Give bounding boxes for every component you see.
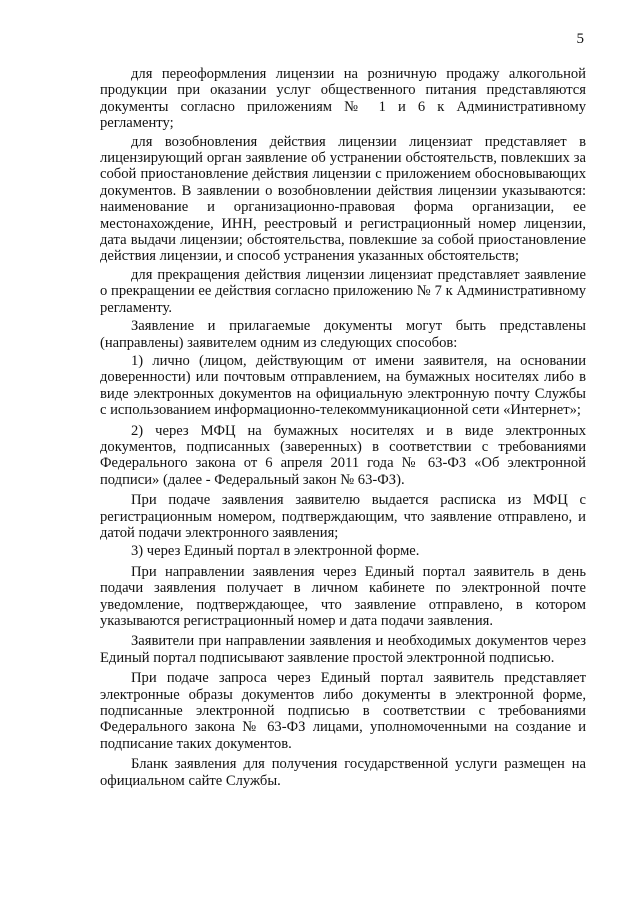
- paragraph-portal-documents: При подаче запроса через Единый портал заявитель представляет электронные образы документов либо документы в электронной форме, подписанные электронной подписью в соответствии с требованиями Федерального закона № 63-ФЗ лицами, уполномоченными на создание и подписание таких документов.: [100, 670, 586, 752]
- paragraph-portal-notification: При направлении заявления через Единый портал заявитель в день подачи заявления получает в личном кабинете по электронной почте уведомление, подтверждающее, что заявление отправлено, в котором указываются регистрационный номер и дата подачи заявления.: [100, 563, 586, 629]
- paragraph-mfc-receipt: При подаче заявления заявителю выдается расписка из МФЦ с регистрационным номером, подтверждающим, что заявление отправлено, и датой подачи электронного заявления;: [100, 492, 586, 541]
- page-number: 5: [576, 31, 584, 47]
- paragraph-terminate-license: для прекращения действия лицензии лицензиат представляет заявление о прекращении ее действия согласно приложению № 7 к Административному регламенту.: [100, 266, 586, 316]
- paragraph-method-in-person: 1) лично (лицом, действующим от имени заявителя, на основании доверенности) или почтовым отправлением, на бумажных носителях либо в виде электронных документов на официальную электронную почту Службы с использованием информационно-телекоммуникационной сети «Интернет»;: [100, 352, 586, 419]
- paragraph-reissue-license: для переоформления лицензии на розничную продажу алкогольной продукции при оказании услуг общественного питания представляются документы согласно приложениям № 1 и 6 к Административному регламенту;: [100, 66, 586, 132]
- paragraph-application-form: Бланк заявления для получения государственной услуги размещен на официальном сайте Службы.: [100, 756, 586, 789]
- document-body: [100, 66, 586, 791]
- paragraph-portal-signature: Заявители при направлении заявления и необходимых документов через Единый портал подписывают заявление простой электронной подписью.: [100, 633, 586, 666]
- paragraph-method-mfc: 2) через МФЦ на бумажных носителях и в виде электронных документов, подписанных (заверенных) в соответствии с требованиями Федерального закона от 6 апреля 2011 года № 63-ФЗ «Об электронной подписи» (далее - Федеральный закон № 63-ФЗ).: [100, 422, 586, 488]
- paragraph-submission-methods: Заявление и прилагаемые документы могут быть представлены (направлены) заявителем одним из следующих способов:: [100, 318, 586, 351]
- paragraph-method-portal: 3) через Единый портал в электронной форме.: [131, 543, 420, 560]
- paragraph-resume-license: для возобновления действия лицензии лицензиат представляет в лицензирующий орган заявление об устранении обстоятельств, повлекших за собой приостановление действия лицензии с приложением обосновывающих документов. В заявлении о возобновлении действия лицензии указываются: наименование и организационно-правовая форма организации, ее местонахождение, ИНН, реестровый и регистрационный номер лицензии, дата выдачи лицензии; обстоятельства, повлекшие за собой приостановление действия лицензии, и способ устранения указанных обстоятельств;: [100, 133, 586, 265]
